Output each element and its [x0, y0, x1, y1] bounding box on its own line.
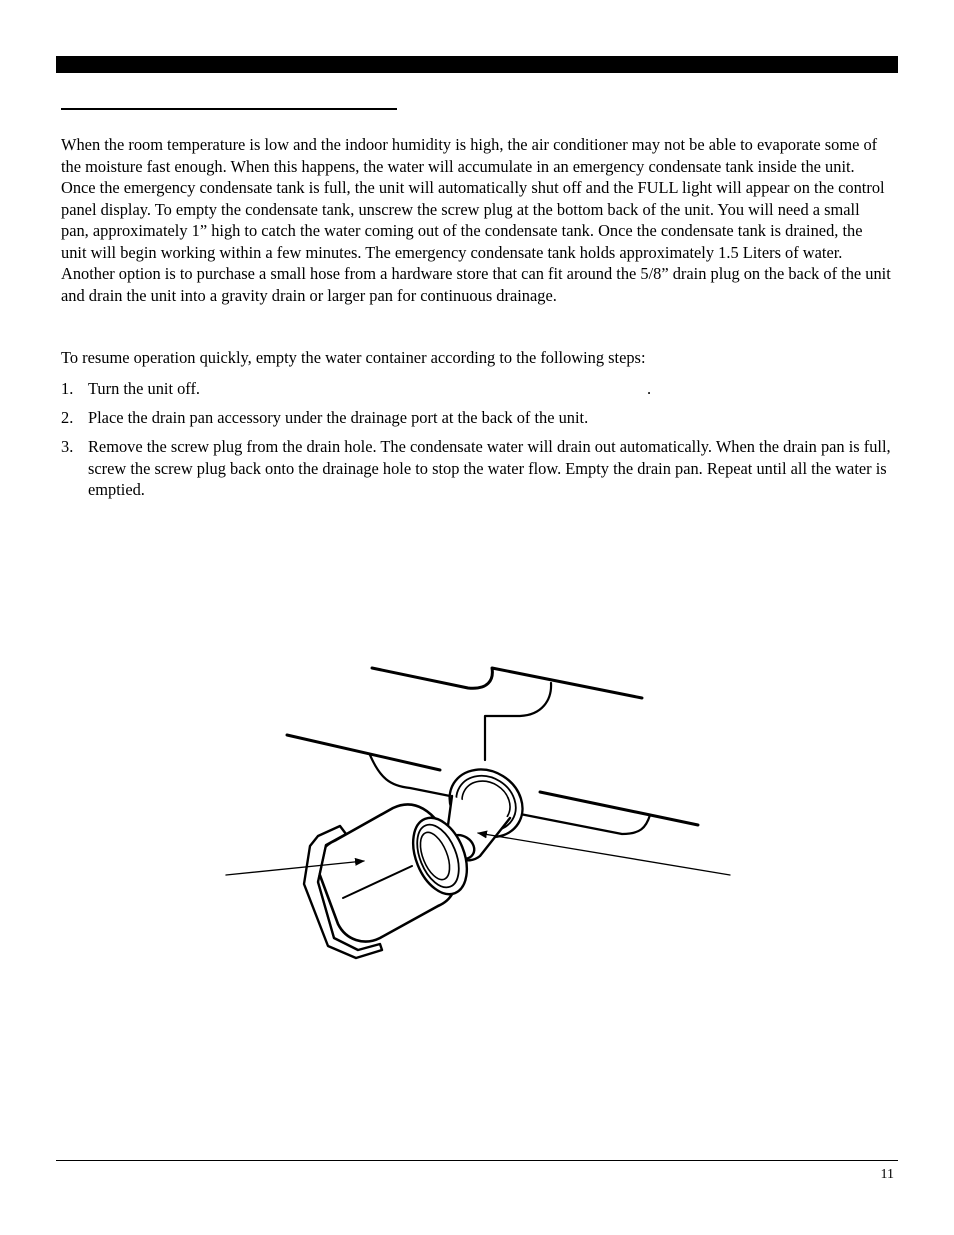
footer-rule — [56, 1160, 898, 1161]
housing-lower-edge — [287, 735, 440, 770]
body-paragraph: When the room temperature is low and the indoor humidity is high, the air conditioner may not be able to evaporate some of the moisture fast enough. When this happens, the water will accumulate in an emergency condensate tank inside the unit. Once the emergency condensate tank is full, the unit will automatically shut off and the FULL light will appear on the control panel display. To empty the condensate tank, unscrew the screw plug at the bottom back of the unit. You will need a small pan, approximately 1” high to catch the water coming out of the condensate tank. Once the condensate tank is drained, the unit will begin working within a few minutes. The emergency condensate tank holds approximately 1.5 Liters of water. Another option is to purchase a small hose from a hardware store that can fit around the 5/8” drain plug on the back of the unit and drain the unit into a gravity drain or larger pan for continuous drainage. — [61, 135, 891, 305]
step-text: Place the drain pan accessory under the drainage port at the back of the unit. — [88, 408, 589, 427]
step-item — [61, 407, 891, 429]
housing-bracket-right — [520, 814, 650, 834]
housing-recess — [485, 683, 551, 760]
step-text: Remove the screw plug from the drain hole. The condensate water will drain out automatically. When the drain pan is full, screw the screw plug back onto the drainage hole to stop the water flow. Empty the drain pan. Repeat until all the water is emptied. — [88, 437, 891, 499]
step-item — [61, 378, 891, 400]
step-trailing-mark: . — [647, 379, 652, 398]
drain-plug-illustration — [0, 600, 954, 980]
screw-plug — [304, 804, 477, 958]
page-number: 11 — [880, 1167, 894, 1182]
housing-upper-edge — [372, 668, 642, 698]
header-bar — [56, 56, 898, 73]
section-heading-rule — [61, 108, 397, 110]
step-text: Turn the unit off. — [88, 379, 201, 398]
housing-lower-edge-right — [540, 792, 698, 825]
port-leader-arrow — [478, 833, 730, 875]
step-item — [61, 436, 891, 501]
step-number: 1. — [61, 379, 74, 398]
steps-list — [61, 378, 891, 508]
step-number: 2. — [61, 408, 74, 427]
housing-bracket-left — [370, 755, 450, 796]
step-number: 3. — [61, 437, 74, 456]
steps-intro: To resume operation quickly, empty the water container according to the following steps: — [61, 348, 646, 367]
